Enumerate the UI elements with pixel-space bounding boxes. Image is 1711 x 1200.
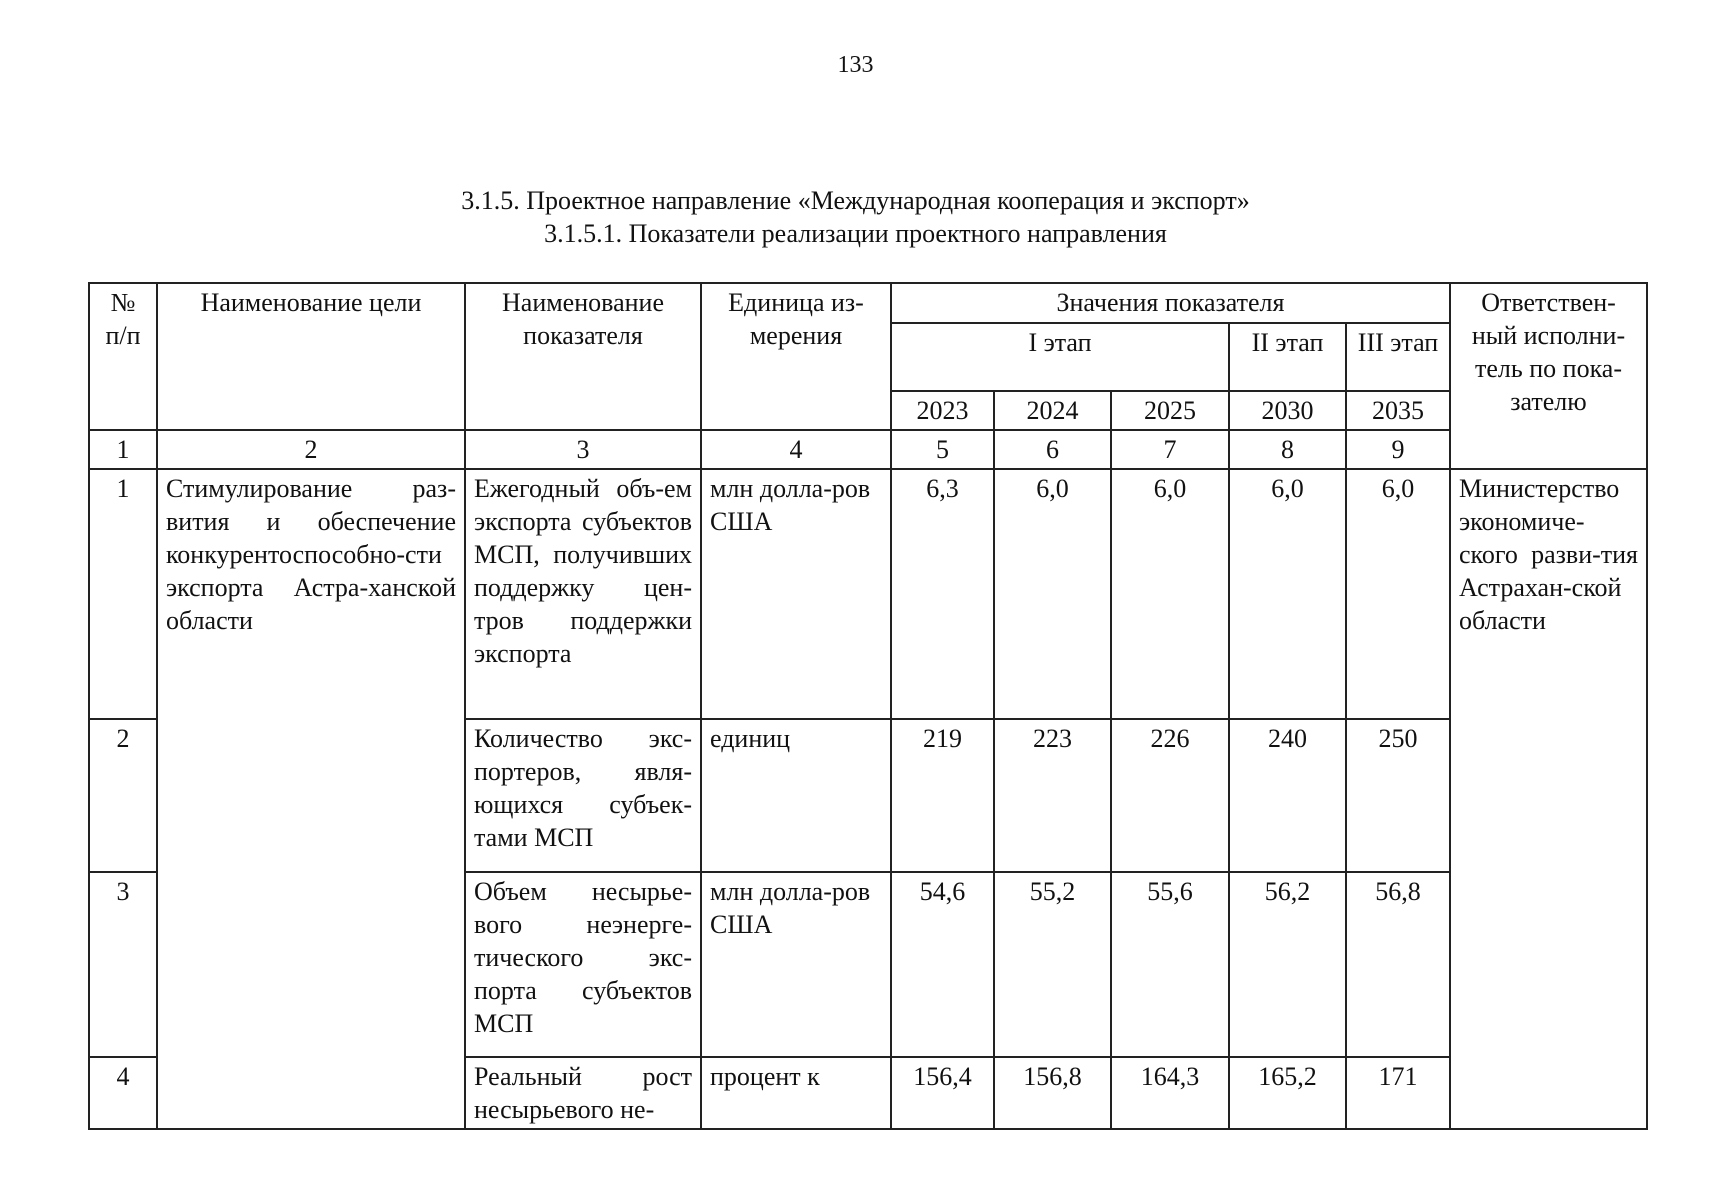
value-cell: 171: [1346, 1057, 1450, 1129]
indicators-table: [88, 282, 1648, 1130]
value-cell: 55,6: [1111, 872, 1229, 1057]
section-title: [0, 184, 1711, 250]
column-number: 8: [1229, 430, 1346, 469]
header-num: № п/п: [89, 283, 157, 430]
year-cell: 2035: [1346, 391, 1450, 430]
year-cell: 2023: [891, 391, 994, 430]
value-cell: 156,4: [891, 1057, 994, 1129]
value-cell: 6,0: [994, 469, 1111, 719]
value-cell: 55,2: [994, 872, 1111, 1057]
value-cell: 165,2: [1229, 1057, 1346, 1129]
column-number: 4: [701, 430, 891, 469]
value-cell: 240: [1229, 719, 1346, 872]
subsection-heading: 3.1.5.1. Показатели реализации проектного направления: [544, 219, 1167, 248]
header-stage-1: I этап: [891, 323, 1229, 391]
row-number: 3: [89, 872, 157, 1057]
responsible-cell: Министерство экономиче-ского разви-тия Астрахан-ской области: [1450, 469, 1647, 1129]
column-number: 7: [1111, 430, 1229, 469]
header-unit: Единица из-мерения: [701, 283, 891, 430]
column-number: 6: [994, 430, 1111, 469]
section-heading: 3.1.5. Проектное направление «Международная кооперация и экспорт»: [461, 186, 1250, 215]
value-cell: 6,0: [1346, 469, 1450, 719]
indicator-cell: Объем несырье-вого неэнерге-тического экс-порта субъектов МСП: [465, 872, 701, 1057]
column-number: 3: [465, 430, 701, 469]
year-cell: 2025: [1111, 391, 1229, 430]
column-number: 5: [891, 430, 994, 469]
value-cell: 56,2: [1229, 872, 1346, 1057]
header-row: [89, 283, 1647, 323]
indicator-cell: Ежегодный объ-ем экспорта субъектов МСП, получивших поддержку цен-тров поддержки экспорта: [465, 469, 701, 719]
row-number: 2: [89, 719, 157, 872]
column-number: 1: [89, 430, 157, 469]
unit-cell: млн долла-ров США: [701, 469, 891, 719]
value-cell: 156,8: [994, 1057, 1111, 1129]
header-stage-3: III этап: [1346, 323, 1450, 391]
row-number: 1: [89, 469, 157, 719]
value-cell: 164,3: [1111, 1057, 1229, 1129]
year-cell: 2024: [994, 391, 1111, 430]
column-number: 9: [1346, 430, 1450, 469]
indicator-cell: Количество экс-портеров, явля-ющихся субъек-тами МСП: [465, 719, 701, 872]
indicator-cell: Реальный рост несырьевого не-: [465, 1057, 701, 1129]
year-cell: 2030: [1229, 391, 1346, 430]
page-number: 133: [837, 52, 874, 78]
goal-cell: Стимулирование раз-вития и обеспечение конкурентоспособно-сти экспорта Астра-ханской области: [157, 469, 465, 1129]
header-values: Значения показателя: [891, 283, 1450, 323]
header-stage-2: II этап: [1229, 323, 1346, 391]
column-number: 2: [157, 430, 465, 469]
header-responsible: Ответствен-ный исполни-тель по пока-зателю: [1450, 283, 1647, 469]
value-cell: 54,6: [891, 872, 994, 1057]
value-cell: 219: [891, 719, 994, 872]
header-goal: Наименование цели: [157, 283, 465, 430]
value-cell: 56,8: [1346, 872, 1450, 1057]
value-cell: 226: [1111, 719, 1229, 872]
value-cell: 6,0: [1229, 469, 1346, 719]
unit-cell: единиц: [701, 719, 891, 872]
unit-cell: млн долла-ров США: [701, 872, 891, 1057]
unit-cell: процент к: [701, 1057, 891, 1129]
value-cell: 223: [994, 719, 1111, 872]
value-cell: 6,3: [891, 469, 994, 719]
header-indicator: Наименование показателя: [465, 283, 701, 430]
row-number: 4: [89, 1057, 157, 1129]
value-cell: 6,0: [1111, 469, 1229, 719]
table-row: [89, 469, 1647, 719]
value-cell: 250: [1346, 719, 1450, 872]
column-number-row: [89, 430, 1647, 469]
